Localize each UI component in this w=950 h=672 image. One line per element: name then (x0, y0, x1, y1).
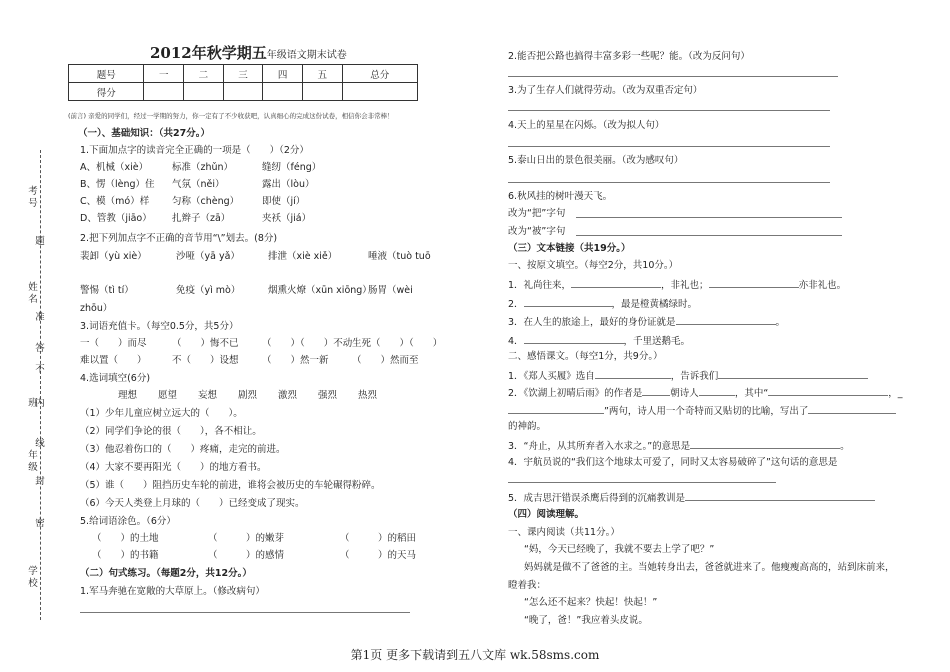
blank[interactable] (524, 296, 612, 307)
score-header-cell: 一 (144, 65, 184, 83)
answer-line[interactable] (508, 110, 830, 111)
score-cell[interactable] (144, 83, 184, 101)
answer-line[interactable] (80, 612, 410, 613)
q5-item: （ ）的书籍 (92, 550, 159, 561)
p2-text: ，_ (888, 388, 903, 399)
q4-word: 理想 (118, 390, 138, 401)
answer-line[interactable] (508, 76, 838, 77)
p2-item-1 (508, 368, 868, 383)
q5-item: （ ）的嫩芽 (208, 533, 285, 544)
reading-line: 妈妈就是做不了爸爸的主。当她转身出去，爸爸就进来了。他瘦瘦高高的，站到床前来， (524, 562, 895, 573)
p1-text: 。 (775, 317, 786, 328)
score-header-cell: 总分 (342, 65, 417, 83)
q4-word: 强烈 (318, 390, 338, 401)
q2-item: 烟熏火燎（xūn xiōng） (268, 285, 372, 296)
p1-text: ，千里送鹅毛。 (623, 336, 691, 347)
p1-stem: 一、按原文填空。（每空2分，共10分。） (508, 260, 679, 271)
blank[interactable] (524, 333, 624, 344)
q3-item: （ ）然一新 (262, 355, 329, 366)
q2-tail: zhōu） (80, 303, 113, 314)
p2-text: ”两句，诗人用一个奇特而又贴切的比喻，写出了 (604, 406, 809, 417)
p1-item-2 (508, 296, 697, 311)
p1-text: ，非礼也； (661, 280, 709, 291)
blank[interactable] (571, 277, 661, 288)
p1-text: 3．在人生的旅途上，最好的身份证就是 (508, 317, 676, 328)
p1-text: 4． (508, 336, 524, 347)
binding-label-ti: 题 (35, 236, 45, 247)
score-header-cell: 题号 (69, 65, 144, 83)
binding-dashed-line (40, 150, 41, 620)
blank[interactable] (718, 368, 868, 379)
p2-text: 3．“舟止，从其所弃者入水求之。”的意思是 (508, 441, 691, 452)
q5-item: （ ）的感情 (208, 550, 285, 561)
binding-label-school: 学校 (28, 566, 38, 589)
q4-item: （6）今天人类登上月球的（ ）已经变成了现实。 (80, 498, 305, 509)
q4-item: （1）少年儿童应树立远大的（ ）。 (80, 408, 243, 419)
p2-text: 。 (840, 441, 850, 452)
q1-option-c: C、模（mó）样 (80, 196, 150, 207)
p1-item-3 (508, 314, 785, 329)
q2-item: 免疫（yì mò） (176, 285, 241, 296)
q3-item: 一（ ）而尽 (80, 338, 147, 349)
q4-word: 激烈 (278, 390, 298, 401)
score-header-cell: 五 (302, 65, 342, 83)
score-header-cell: 三 (223, 65, 263, 83)
q5-item: （ ）的天马 (340, 550, 417, 561)
q5-item: （ ）的稻田 (340, 533, 417, 544)
page-title (150, 42, 347, 63)
q5-item: （ ）的土地 (92, 533, 159, 544)
blank[interactable] (676, 314, 776, 325)
q4-item: （5）谁（ ）阻挡历史车轮的前进，谁将会被历史的车轮碾得粉碎。 (80, 480, 381, 491)
q5-stem: 5.给词语涂色。（6分） (80, 516, 176, 527)
q1-option-a (80, 161, 148, 174)
q1-option-d: D、管教（jiāo） (80, 213, 152, 224)
q2-stem: 2.把下列加点字不正确的音节用“\”划去。(8分) (80, 233, 278, 244)
q1-option-c2: 匀称（chèng） (172, 196, 240, 207)
p2-item-2c: 的神韵。 (508, 421, 547, 432)
q3-item: 不（ ）设想 (172, 355, 239, 366)
blank[interactable] (508, 403, 604, 414)
q1-option-b: B、愣（lèng）住 (80, 179, 155, 190)
p1-text: 1．礼尚往来， (508, 280, 572, 291)
reading-line: “晚了，爸！”我应着头皮说。 (524, 615, 648, 626)
section-1-title: （一）、基础知识：（共27分。） (78, 128, 210, 139)
q1-option-d3: 夹袄（jiá） (262, 213, 312, 224)
s6-text: 6.秋风挂的树叶漫天飞。 (508, 191, 613, 202)
q4-item: （2）同学们争论的很（ ），各不相让。 (80, 426, 262, 437)
q1-option-a2: 标准（zhǔn） (172, 162, 234, 173)
blank[interactable] (699, 385, 735, 396)
p2-text: ，其中“ (734, 388, 769, 399)
answer-line[interactable] (576, 217, 842, 218)
s1-text: 1.军马奔驰在宽敞的大草原上。（修改病句） (80, 586, 265, 597)
q2-item: 肠胃（wèi (368, 285, 413, 296)
q3-item: 难以置（ ） (80, 355, 147, 366)
q2-item: 唾液（tuò tuō (368, 251, 431, 262)
q4-word: 愿望 (158, 390, 178, 401)
p2-text: 朝诗人 (670, 388, 699, 399)
p2-item-3 (508, 438, 850, 453)
binding-label-xian: 线 (35, 438, 45, 449)
binding-label-exam-no: 考号 (28, 186, 38, 209)
p2-text: 5．成吉思汗错误杀鹰后得到的沉痛教训是 (508, 493, 686, 504)
score-cell[interactable] (223, 83, 263, 101)
q1-stem: 1.下面加点字的读音完全正确的一项是（ ）（2分） (80, 145, 309, 156)
q3-item: （ ）（ ）不动 (262, 338, 353, 349)
binding-label-name: 姓名 (28, 282, 38, 305)
score-header-cell: 四 (263, 65, 303, 83)
score-table (68, 64, 418, 101)
p2-item-4: 4．宇航员说的“我们这个地球太可爱了，同时又太容易破碎了”这句话的意思是 (508, 457, 838, 468)
s2-text: 2.能否把公路也搞得丰富多彩一些呢？能。（改为反问句） (508, 51, 750, 62)
q1-option-c3: 即使（jí） (262, 196, 306, 207)
p2-stem: 二、感悟课文。（每空1分，共9分。） (508, 351, 663, 362)
p2-text: ，告诉我们 (670, 371, 719, 382)
q3-item: （ ）悔不已 (172, 338, 239, 349)
binding-label-da: 答 (35, 343, 45, 354)
blank[interactable] (768, 385, 888, 396)
title-sub: 年级语文期末试卷 (266, 50, 347, 61)
q4-word: 剧烈 (238, 390, 258, 401)
answer-line[interactable] (576, 235, 842, 236)
q4-item: （3）他忍着伤口的（ ）疼痛，走完的前进。 (80, 444, 286, 455)
p2-item-2 (508, 385, 903, 400)
s6-bei: 改为“被”字句 (508, 226, 566, 237)
score-row-label: 得分 (69, 83, 144, 101)
binding-label-bu: 不 (35, 364, 45, 375)
q3-item: （ ）然而至 (352, 355, 419, 366)
s4-text: 4.天上的星星在闪烁。（改为拟人句） (508, 120, 665, 131)
q4-word: 热烈 (358, 390, 378, 401)
q1-option-a3: 缝纫（féng） (262, 162, 322, 173)
preface-note: (前言) 亲爱的同学们，经过一学期的努力，你一定有了不少收获吧，认真细心的完成这份试卷，相信你会非常棒！ (68, 112, 394, 120)
s6-ba: 改为“把”字句 (508, 208, 566, 219)
binding-label-nei: 内 (35, 398, 45, 409)
reading-line: 瞪着我： (508, 580, 547, 591)
answer-line[interactable] (508, 146, 830, 147)
p2-text: 1．《郑人买履》选自 (508, 371, 595, 382)
binding-label-grade: 年级 (28, 450, 38, 473)
blank[interactable] (595, 368, 671, 379)
score-cell[interactable] (263, 83, 303, 101)
q2-item: 裴卸（yù xiè） (80, 251, 147, 262)
q1-option-d2: 扎辫子（zā） (172, 213, 231, 224)
q4-word: 妄想 (198, 390, 218, 401)
binding-label-class: 班 (28, 398, 38, 409)
opt: A、机械（xiè） (80, 162, 149, 173)
q1-option-b2: 气氛（něi） (172, 179, 225, 190)
p1-text: 亦非礼也。 (798, 280, 847, 291)
p2-item-5 (508, 490, 875, 505)
q2-item: 沙哑（yā yǎ） (176, 251, 240, 262)
binding-label-feng: 封 (35, 476, 45, 487)
p2-text: 2．《饮湖上初晴后雨》的作者是 (508, 388, 643, 399)
score-header-cell: 二 (184, 65, 224, 83)
answer-line[interactable] (508, 182, 830, 183)
blank[interactable] (690, 438, 840, 449)
blank[interactable] (709, 277, 799, 288)
binding-label-zhun: 准 (35, 312, 45, 323)
q3-item: 生死（ ）（ ） (352, 338, 443, 349)
section-4-title: （四）阅读理解。 (508, 509, 585, 520)
q4-stem: 4.选词填空(6分) (80, 373, 151, 384)
blank[interactable] (642, 385, 670, 396)
blank[interactable] (808, 403, 896, 414)
p1-text: ，最是橙黄橘绿时。 (611, 299, 698, 310)
reading-stem: 一、课内阅读（共11分。） (508, 527, 620, 538)
binding-label-mi: 密 (35, 518, 45, 529)
section-3-title: （三）文本链接（共19分。） (508, 243, 631, 254)
reading-line: “妈，今天已经晚了，我就不要去上学了吧？” (524, 544, 715, 555)
blank[interactable] (685, 490, 875, 501)
q2-item: 排泄（xiè xiě） (268, 251, 338, 262)
p2-item-2b (508, 403, 896, 418)
section-2-title: （二）句式练习。（每题2分，共12分。） (80, 568, 252, 579)
p1-item-4 (508, 333, 690, 348)
score-cell[interactable] (184, 83, 224, 101)
s3-text: 3.为了生存人们就得劳动。（改为双重否定句） (508, 85, 703, 96)
q4-item: （4）大家不要再阳光（ ）的地方看书。 (80, 462, 267, 473)
q2-item: 警惕（tì tí） (80, 285, 134, 296)
score-cell[interactable] (342, 83, 417, 101)
page-footer: 第1页 更多下载请到五八文库 wk.58sms.com (350, 648, 600, 662)
answer-line[interactable] (508, 482, 776, 483)
p1-item-1 (508, 277, 846, 292)
title-main: 2012年秋学期五 (150, 44, 267, 62)
q3-stem: 3.词语充值卡。（每空0.5分，共5分） (80, 321, 239, 332)
reading-line: “怎么还不起来？快起！快起！” (524, 597, 658, 608)
score-cell[interactable] (302, 83, 342, 101)
q1-option-b3: 露出（lòu） (262, 179, 315, 190)
s5-text: 5.泰山日出的景色很美丽。（改为感叹句） (508, 155, 684, 166)
p1-text: 2． (508, 299, 524, 310)
